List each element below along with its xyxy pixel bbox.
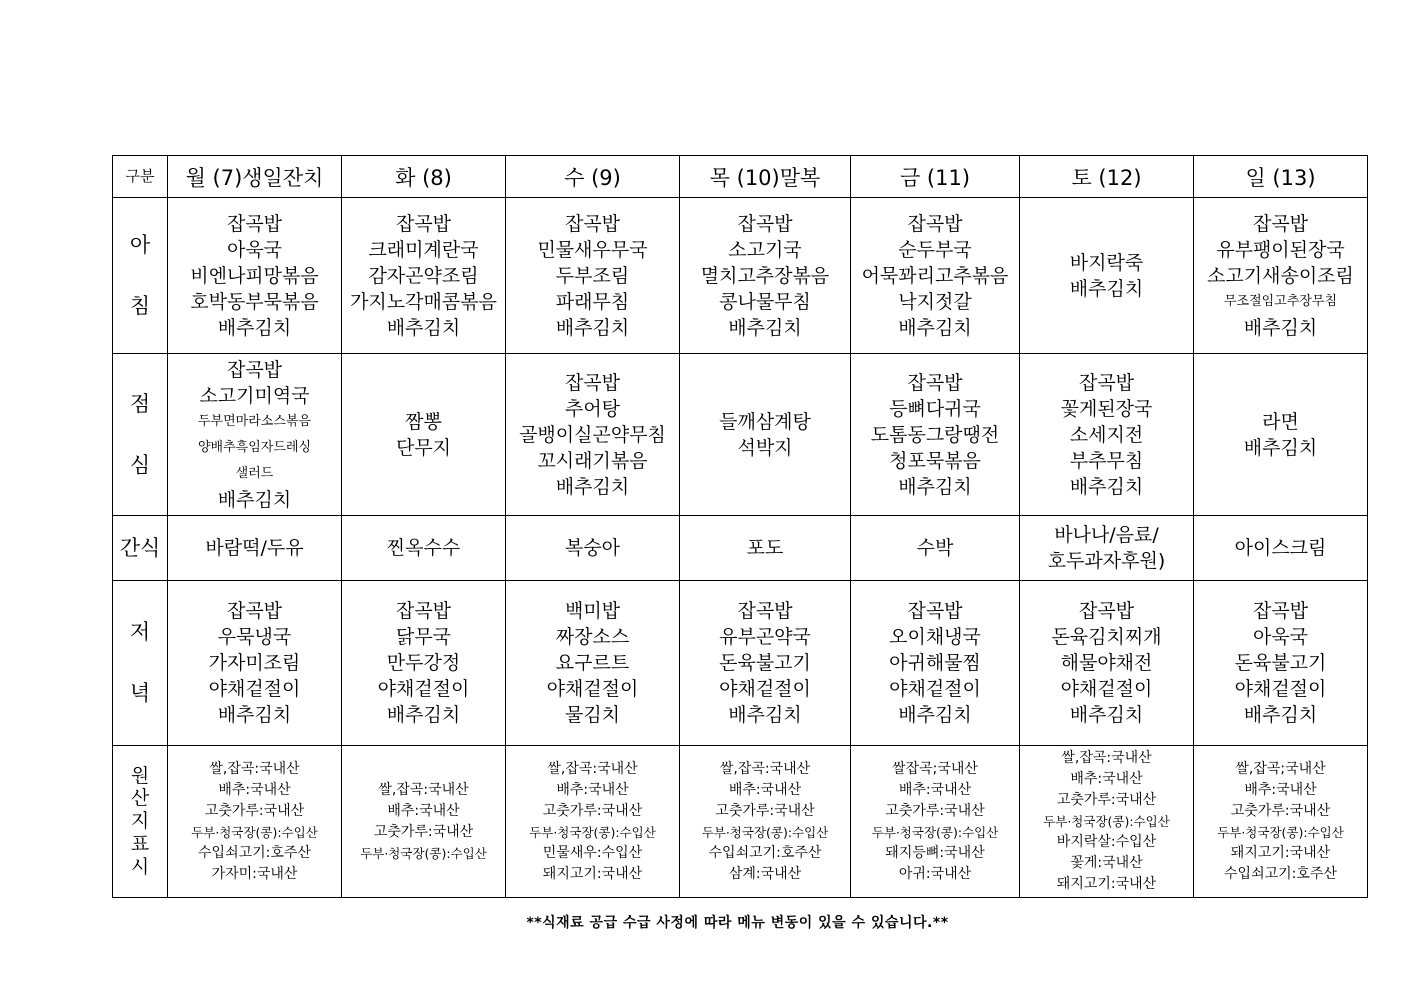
menu-item: 아이스크림 [1234, 537, 1327, 559]
menu-item: 야채겉절이 [1060, 678, 1153, 700]
menu-item: 짬뽕 [405, 410, 442, 433]
menu-item: 두부·청국장(콩):수입산 [701, 824, 829, 840]
menu-item: 아욱국 [226, 238, 283, 261]
snack-mon [168, 516, 342, 581]
origin-row [113, 746, 1368, 898]
menu-item: 꽃게된장국 [1060, 397, 1153, 420]
lunch-row [113, 354, 1368, 516]
menu-item: 돼지고기:국내산 [1230, 844, 1331, 861]
menu-item: 우묵냉국 [217, 626, 292, 648]
menu-item: 유부팽이된장국 [1216, 238, 1345, 261]
breakfast-sat [1020, 198, 1194, 354]
footer-note: **식재료 공급 수급 사정에 따라 메뉴 변동이 있을 수 있습니다.** [526, 915, 949, 931]
menu-item: 소고기미역국 [199, 384, 310, 407]
menu-item: 소고기새송이조림 [1207, 264, 1354, 287]
menu-item: 두부·청국장(콩):수입산 [1043, 814, 1170, 829]
menu-item: 돼지등뼈:국내산 [885, 844, 985, 861]
menu-item: 배추김치 [898, 704, 972, 726]
menu-item: 쌀,잡곡:국내산 [719, 760, 811, 777]
menu-item: 도톰동그랑땡전 [870, 423, 1000, 446]
menu-item: 석박지 [737, 436, 793, 459]
breakfast-label: 아 침 [113, 198, 168, 354]
menu-item: 낙지젓갈 [898, 290, 972, 313]
menu-item: 가자미:국내산 [211, 865, 298, 882]
origin-wed [506, 746, 680, 898]
day-header-sat: 토 (12) [1020, 156, 1194, 198]
menu-item: 배추:국내산 [387, 802, 460, 819]
menu-item: 배추:국내산 [728, 781, 802, 798]
breakfast-wed [506, 198, 680, 354]
menu-item: 배추김치 [217, 704, 292, 726]
menu-item: 야채겉절이 [719, 678, 811, 700]
menu-item: 야채겉절이 [208, 678, 301, 700]
menu-item: 두부·청국장(콩):수입산 [360, 845, 487, 861]
menu-item: 잡곡밥 [1252, 600, 1309, 622]
snack-tue [342, 516, 506, 581]
menu-item: 바람떡/두유 [205, 537, 304, 559]
menu-item: 유부곤약국 [719, 626, 811, 648]
menu-item: 두부·청국장(콩):수입산 [1217, 824, 1344, 840]
lunch-sat [1020, 354, 1194, 516]
dinner-fri [851, 581, 1020, 746]
menu-item: 잡곡밥 [564, 371, 621, 394]
menu-item: 포도 [746, 537, 784, 559]
menu-item: 닭무국 [395, 626, 452, 648]
menu-item: 추어탕 [564, 397, 621, 420]
menu-item: 고춧가루:국내산 [885, 802, 985, 819]
menu-item: 골뱅이실곤약무침 [519, 423, 666, 446]
origin-sun [1194, 746, 1368, 898]
lunch-label: 점 심 [113, 354, 168, 516]
menu-item: 오이채냉국 [889, 626, 981, 648]
menu-item: 등뼈다귀국 [889, 397, 981, 420]
menu-item: 멸치고추장볶음 [700, 264, 830, 287]
menu-item: 고춧가루:국내산 [373, 823, 474, 840]
lunch-mon [168, 354, 342, 516]
menu-item: 잡곡밥 [907, 212, 963, 235]
lunch-wed [506, 354, 680, 516]
origin-tue [342, 746, 506, 898]
menu-item: 잡곡밥 [1078, 371, 1135, 394]
menu-item: 수박 [916, 537, 954, 559]
menu-item: 수입쇠고기:호주산 [708, 844, 822, 861]
menu-item: 야채겉절이 [377, 678, 470, 700]
menu-item: 민물새우:수입산 [542, 844, 643, 861]
lunch-tue [342, 354, 506, 516]
menu-item: 소고기국 [728, 238, 802, 261]
menu-item: 수입쇠고기:호주산 [198, 844, 311, 861]
menu-item: 잡곡밥 [737, 212, 793, 235]
menu-item: 호두과자후원) [1047, 550, 1166, 572]
breakfast-tue [342, 198, 506, 354]
menu-item: 야채겉절이 [1234, 678, 1327, 700]
menu-item: 백미밥 [564, 600, 621, 622]
menu-item: 콩나물무침 [719, 290, 811, 313]
menu-item: 배추:국내산 [218, 781, 291, 798]
menu-item: 호박동부묵볶음 [190, 290, 319, 313]
menu-item: 잡곡밥 [1078, 600, 1135, 622]
menu-item: 배추김치 [1243, 436, 1318, 459]
menu-item: 비엔나피망볶음 [190, 264, 319, 287]
menu-item: 야채겉절이 [889, 678, 981, 700]
snack-row [113, 516, 1368, 581]
menu-item: 고춧가루:국내산 [715, 802, 815, 819]
menu-item: 잡곡밥 [907, 600, 963, 622]
menu-item: 쌀,잡곡:국내산 [209, 760, 300, 777]
dinner-wed [506, 581, 680, 746]
menu-item: 잡곡밥 [1252, 212, 1309, 235]
menu-item: 청포묵볶음 [889, 449, 981, 472]
menu-item: 배추김치 [1243, 316, 1318, 339]
menu-item: 잡곡밥 [395, 600, 452, 622]
menu-item: 배추김치 [728, 316, 802, 339]
menu-item: 가지노각매콤볶음 [350, 290, 497, 313]
menu-item: 잡곡밥 [395, 212, 452, 235]
menu-item: 잡곡밥 [226, 212, 283, 235]
snack-wed [506, 516, 680, 581]
menu-item: 배추김치 [898, 475, 972, 498]
menu-item: 쌀,잡곡:국내산 [378, 781, 469, 798]
menu-item: 바지락죽 [1069, 251, 1144, 274]
lunch-fri [851, 354, 1020, 516]
lunch-sun [1194, 354, 1368, 516]
menu-item: 아귀:국내산 [898, 865, 972, 882]
menu-item: 잡곡밥 [564, 212, 621, 235]
menu-item: 라면 [1262, 410, 1299, 433]
snack-fri [851, 516, 1020, 581]
menu-item: 쌀잡곡;국내산 [892, 760, 978, 777]
menu-item: 배추김치 [1243, 704, 1318, 726]
menu-item: 민물새우무국 [537, 238, 648, 261]
menu-item: 고춧가루:국내산 [204, 802, 305, 819]
origin-label: 원 산 지 표 시 [113, 746, 168, 898]
origin-mon [168, 746, 342, 898]
weekly-menu-table [112, 155, 1368, 898]
menu-item: 들깨삼계탕 [719, 410, 811, 433]
menu-item: 양배추흑임자드레싱 [197, 439, 312, 455]
menu-item: 배추김치 [728, 704, 802, 726]
menu-item: 수입쇠고기:호주산 [1224, 865, 1337, 882]
menu-item: 배추김치 [555, 475, 630, 498]
menu-item: 쌀,잡곡:국내산 [547, 760, 638, 777]
menu-item: 소세지전 [1069, 423, 1144, 446]
menu-item: 잡곡밥 [737, 600, 793, 622]
menu-item: 무조절임고추장무침 [1223, 293, 1338, 309]
category-header: 구분 [113, 156, 168, 198]
breakfast-sun [1194, 198, 1368, 354]
header-row [113, 156, 1368, 198]
menu-item: 잡곡밥 [226, 358, 283, 381]
origin-thu [680, 746, 851, 898]
dinner-thu [680, 581, 851, 746]
menu-item: 고춧가루:국내산 [1230, 802, 1331, 819]
menu-item: 배추:국내산 [898, 781, 972, 798]
menu-item: 복숭아 [564, 537, 621, 559]
menu-item: 고춧가루:국내산 [1056, 792, 1157, 808]
menu-item: 배추김치 [386, 316, 461, 339]
menu-item: 요구르트 [555, 652, 630, 674]
breakfast-row [113, 198, 1368, 354]
menu-item: 두부·청국장(콩):수입산 [871, 824, 999, 840]
menu-item: 돼지고기:국내산 [1056, 876, 1157, 892]
breakfast-thu [680, 198, 851, 354]
lunch-thu [680, 354, 851, 516]
menu-item: 두부·청국장(콩):수입산 [529, 824, 656, 840]
origin-sat [1020, 746, 1194, 898]
dinner-tue [342, 581, 506, 746]
dinner-mon [168, 581, 342, 746]
menu-item: 쌀,잡곡:국내산 [1061, 750, 1152, 766]
menu-item: 순두부국 [898, 238, 972, 261]
menu-item: 배추김치 [1069, 277, 1144, 300]
menu-item: 두부면마라소스볶음 [197, 413, 312, 429]
menu-item: 쌀,잡곡;국내산 [1235, 760, 1326, 777]
dinner-sun [1194, 581, 1368, 746]
menu-item: 돼지고기:국내산 [542, 865, 643, 882]
menu-item: 아욱국 [1252, 626, 1309, 648]
menu-item: 돈육김치찌개 [1051, 626, 1162, 648]
menu-item: 배추김치 [555, 316, 630, 339]
menu-item: 샐러드 [235, 465, 274, 481]
menu-item: 삼계:국내산 [728, 865, 802, 882]
menu-item: 배추김치 [386, 704, 461, 726]
breakfast-fri [851, 198, 1020, 354]
menu-item: 배추:국내산 [1244, 781, 1317, 798]
menu-item: 꼬시래기볶음 [537, 449, 648, 472]
menu-item: 돈육불고기 [1234, 652, 1327, 674]
menu-item: 두부·청국장(콩):수입산 [191, 824, 318, 840]
menu-item: 잡곡밥 [907, 371, 963, 394]
menu-item: 돈육불고기 [719, 652, 811, 674]
menu-item: 배추:국내산 [1070, 771, 1143, 787]
menu-item: 배추김치 [898, 316, 972, 339]
menu-item: 만두강정 [386, 652, 461, 674]
menu-item: 아귀해물찜 [889, 652, 981, 674]
menu-item: 배추김치 [1069, 704, 1144, 726]
dinner-label: 저 녁 [113, 581, 168, 746]
menu-item: 바나나/음료/ [1054, 524, 1159, 546]
menu-item: 물김치 [564, 704, 621, 726]
day-header-tue: 화 (8) [342, 156, 506, 198]
day-header-sun: 일 (13) [1194, 156, 1368, 198]
menu-item: 배추김치 [1069, 475, 1144, 498]
snack-label: 간식 [113, 516, 168, 581]
menu-item: 고춧가루:국내산 [542, 802, 643, 819]
dinner-sat [1020, 581, 1194, 746]
menu-item: 잡곡밥 [226, 600, 283, 622]
origin-fri [851, 746, 1020, 898]
dinner-row [113, 581, 1368, 746]
menu-item: 바지락살:수입산 [1056, 834, 1157, 850]
menu-item: 가자미조림 [208, 652, 301, 674]
menu-item: 꽃게:국내산 [1070, 855, 1143, 871]
menu-item: 감자곤약조림 [368, 264, 479, 287]
breakfast-mon [168, 198, 342, 354]
menu-item: 해물야채전 [1060, 652, 1153, 674]
menu-item: 부추무침 [1069, 449, 1144, 472]
day-header-fri: 금 (11) [851, 156, 1020, 198]
day-header-mon: 월 (7)생일잔치 [168, 156, 342, 198]
menu-item: 야채겉절이 [546, 678, 639, 700]
menu-item: 찐옥수수 [386, 537, 461, 559]
day-header-wed: 수 (9) [506, 156, 680, 198]
menu-item: 두부조림 [555, 264, 630, 287]
snack-sat [1020, 516, 1194, 581]
menu-item: 배추김치 [217, 316, 292, 339]
menu-item: 크래미계란국 [368, 238, 479, 261]
menu-item: 배추:국내산 [556, 781, 629, 798]
menu-item: 파래무침 [555, 290, 630, 313]
snack-sun [1194, 516, 1368, 581]
menu-item: 어묵꽈리고추볶음 [861, 264, 1009, 287]
day-header-thu: 목 (10)말복 [680, 156, 851, 198]
menu-item: 배추김치 [217, 488, 292, 511]
menu-item: 짜장소스 [555, 626, 630, 648]
snack-thu [680, 516, 851, 581]
menu-item: 단무지 [395, 436, 452, 459]
